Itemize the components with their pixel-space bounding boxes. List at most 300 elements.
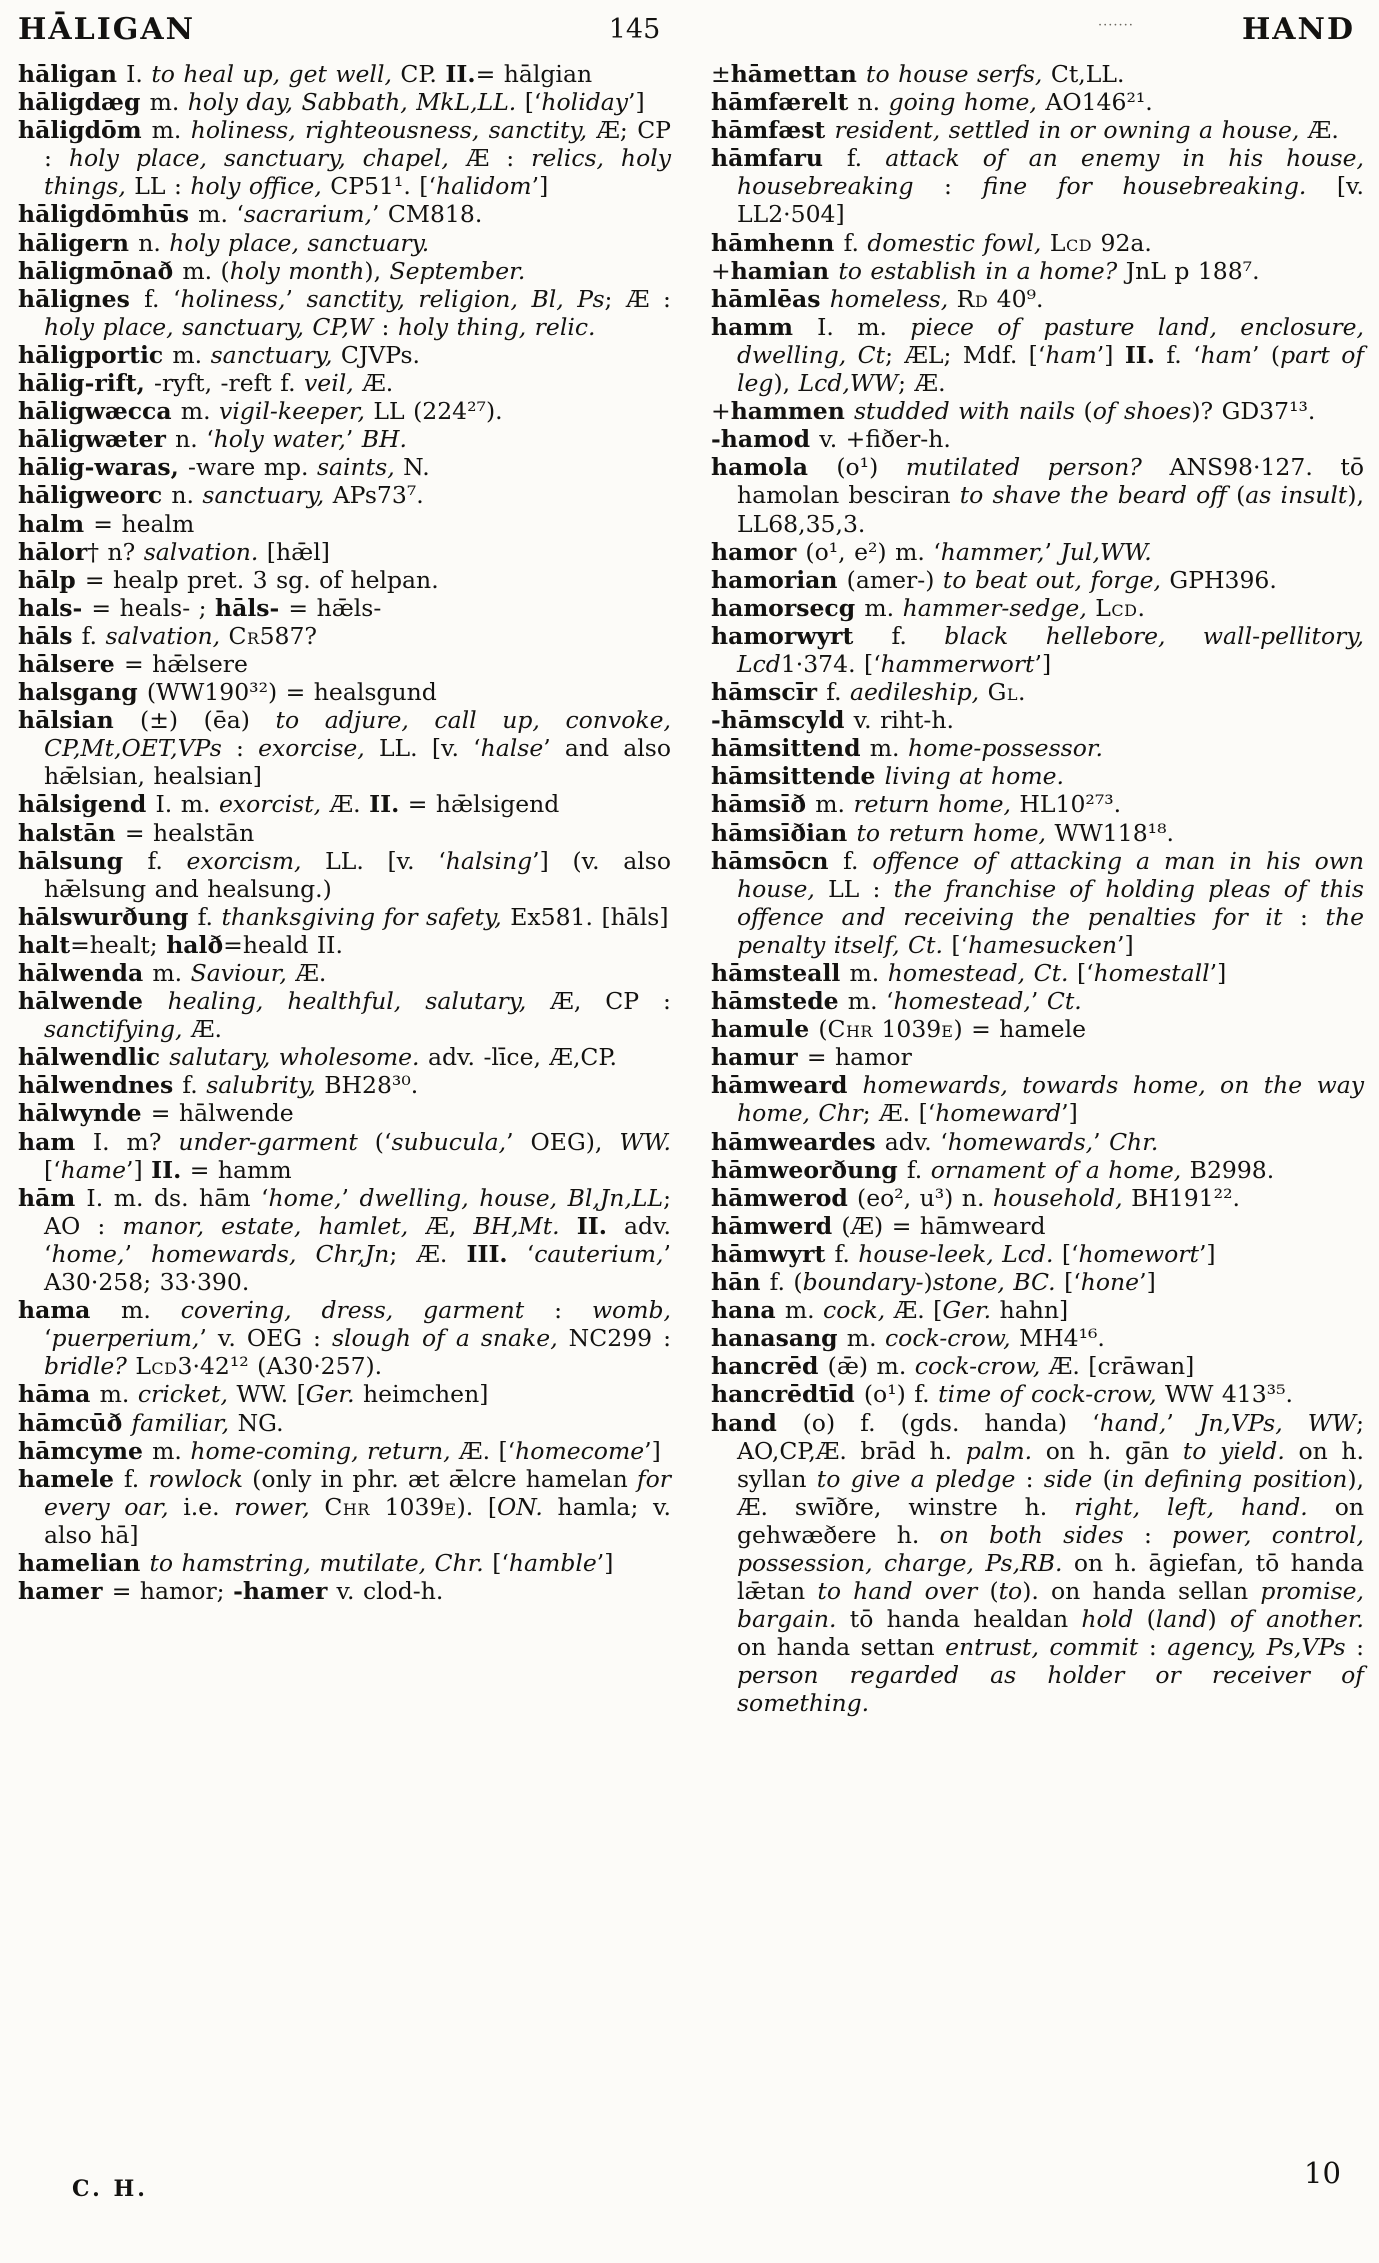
entry-segment: Chr	[827, 1015, 873, 1044]
entry-segment: ’	[124, 1239, 152, 1268]
scan-artifact-dots: ·······	[1098, 18, 1134, 33]
entry-segment: holiness, righteousness, sanctity,	[190, 116, 597, 145]
entry-segment: salvation.	[143, 537, 259, 566]
entry-segment: -ryft, -reft f.	[154, 369, 305, 398]
entry-segment: hāmcūð	[18, 1408, 132, 1437]
entry-segment: BH28³⁰.	[324, 1071, 419, 1100]
entry-segment: ’]	[1198, 1239, 1216, 1268]
entry-segment: living at home.	[884, 762, 1064, 791]
entry-segment: Æ.	[362, 369, 394, 398]
entry-segment: rower,	[234, 1492, 325, 1521]
dictionary-entry	[711, 1184, 1364, 1212]
entry-segment: adv. ‘	[44, 1211, 671, 1268]
entry-segment: = heals- ;	[91, 593, 215, 622]
entry-segment: Ct,LL.	[1050, 60, 1125, 88]
entry-segment: = healm	[93, 509, 195, 538]
entry-segment: m.	[172, 340, 211, 369]
entry-segment: Rd	[956, 284, 989, 313]
entry-segment: :	[1138, 1633, 1168, 1662]
entry-segment: to	[998, 1577, 1023, 1606]
entry-segment: on h. syllan	[737, 1436, 1365, 1493]
entry-segment: Æ.	[1307, 116, 1339, 145]
entry-segment: e	[444, 1492, 457, 1521]
entry-segment: mutilated person?	[905, 453, 1170, 482]
entry-segment: for every oar,	[44, 1464, 671, 1521]
entry-segment: hold	[1081, 1605, 1147, 1634]
entry-segment: hāmsittend	[711, 734, 870, 763]
entry-segment: homewards, towards home, on the way home, Chr	[737, 1071, 1364, 1128]
entry-segment: hame	[60, 1155, 126, 1184]
entry-segment: m.	[99, 1380, 138, 1409]
entry-segment: halð	[166, 930, 224, 959]
entry-segment: saints,	[316, 453, 404, 482]
entry-segment: subucula,	[391, 1127, 507, 1156]
entry-segment: ON.	[497, 1492, 543, 1521]
entry-segment: holiness,	[180, 284, 286, 313]
dictionary-entry	[18, 1184, 671, 1296]
entry-segment: f.	[834, 1239, 859, 1268]
entry-segment: :	[1123, 1520, 1173, 1549]
entry-segment: (only in phr. æt ǣlcre hamelan	[252, 1464, 637, 1493]
entry-segment: [v. LL2·504]	[737, 172, 1364, 229]
entry-segment: exorcise,	[258, 734, 379, 763]
entry-segment: [‘	[483, 1548, 509, 1577]
entry-segment: Æ.	[329, 790, 370, 819]
entry-segment: hamla; v. also hā]	[44, 1492, 671, 1549]
entry-segment: hāmfæst	[711, 116, 835, 145]
entry-segment: thanksgiving for safety,	[221, 902, 511, 931]
entry-segment: -hāmscyld	[711, 706, 854, 735]
entry-segment: homestead, Ct.	[887, 959, 1069, 987]
entry-segment: GPH396.	[1169, 565, 1277, 594]
entry-segment: hamele	[18, 1464, 124, 1493]
entry-segment: hāligdæg	[18, 88, 150, 117]
entry-segment: AO146²¹.	[1045, 88, 1153, 117]
entry-segment: hāmsīðian	[711, 818, 857, 847]
entry-segment: womb,	[591, 1296, 671, 1325]
dictionary-entry	[711, 1156, 1364, 1184]
entry-segment: = healstān	[124, 818, 255, 847]
entry-segment: Æ,	[425, 1211, 474, 1240]
entry-segment: home-coming, return,	[190, 1436, 460, 1465]
dictionary-entry	[18, 425, 671, 453]
entry-segment: :	[1282, 902, 1326, 931]
entry-segment: home,	[268, 1183, 342, 1212]
entry-segment: m.	[180, 397, 220, 426]
entry-segment: sanctuary,	[210, 340, 341, 369]
entry-segment: WW.	[619, 1127, 671, 1156]
dictionary-entry	[18, 1128, 671, 1184]
entry-segment: f.	[906, 1155, 931, 1184]
entry-segment: )? GD37¹³.	[1191, 397, 1316, 426]
entry-segment: hamorsecg	[711, 593, 865, 622]
dictionary-entry	[18, 847, 671, 903]
entry-segment: rowlock	[148, 1464, 253, 1493]
dictionary-entry	[711, 538, 1364, 566]
entry-segment: hammer-sedge,	[902, 593, 1096, 622]
entry-segment: hāligan	[18, 60, 127, 88]
entry-segment: in defining position	[1111, 1464, 1348, 1493]
entry-segment: [‘	[942, 930, 969, 959]
entry-segment: palm.	[965, 1436, 1033, 1465]
entry-segment: B2998.	[1189, 1155, 1275, 1184]
entry-segment: Ct.	[1046, 987, 1082, 1016]
entry-segment: hālig-rift,	[18, 369, 154, 398]
entry-segment: II.	[369, 790, 400, 819]
entry-segment: relics, holy things,	[44, 144, 672, 201]
page-number: 145	[608, 14, 661, 45]
dictionary-entry	[711, 594, 1364, 622]
entry-segment: holy thing, relic.	[397, 312, 596, 341]
entry-segment: 40⁹.	[988, 284, 1044, 313]
entry-segment: Chr	[324, 1492, 370, 1521]
dictionary-entry	[711, 790, 1364, 818]
dictionary-entry	[18, 959, 671, 987]
dictionary-entry	[711, 1324, 1364, 1352]
entry-segment: hālig-waras,	[18, 453, 189, 482]
entry-segment: f. ‘	[1154, 340, 1201, 369]
entry-segment: hāmcyme	[18, 1436, 153, 1465]
entry-segment: cock-crow,	[885, 1324, 1020, 1353]
entry-segment: manor, estate, hamlet,	[122, 1211, 426, 1240]
entry-segment: [hǣl]	[258, 537, 330, 566]
entry-segment: II.	[576, 1211, 607, 1240]
entry-segment: halsing	[445, 846, 533, 875]
entry-segment: adv. ‘	[884, 1127, 948, 1156]
entry-segment: hāmsteall	[711, 959, 850, 987]
entry-segment: aedileship,	[850, 678, 988, 707]
entry-segment: HL10²⁷³.	[1019, 790, 1122, 819]
dictionary-entry	[711, 1352, 1364, 1380]
entry-segment: to give a pledge	[816, 1464, 1016, 1493]
entry-segment: Gl	[987, 678, 1019, 707]
entry-segment: homecome	[515, 1436, 645, 1465]
entry-segment: sanctity, religion, Bl, Ps	[306, 284, 605, 313]
entry-segment: ’	[285, 284, 307, 313]
entry-segment: exorcist,	[218, 790, 330, 819]
entry-segment: JnL p 188⁷.	[1125, 256, 1260, 285]
dictionary-entry	[18, 1549, 671, 1577]
entry-segment: hamor	[711, 537, 806, 566]
dictionary-entry	[711, 1409, 1364, 1718]
entry-segment: to yield.	[1182, 1436, 1285, 1465]
entry-segment: (o¹, e²) m. ‘	[805, 537, 941, 566]
entry-segment: m.	[149, 88, 188, 117]
entry-segment: Æ, CP :	[550, 987, 671, 1016]
entry-segment: f.	[123, 1464, 149, 1493]
entry-segment: right, left, hand.	[1074, 1492, 1308, 1521]
entry-segment: hān	[711, 1268, 770, 1297]
dictionary-entry	[18, 285, 671, 341]
entry-segment: N.	[403, 453, 430, 482]
entry-segment: ’]	[1096, 340, 1125, 369]
entry-segment: tō handa healdan	[836, 1605, 1082, 1634]
entry-segment: ’]	[1061, 1099, 1078, 1128]
dictionary-entry	[18, 678, 671, 706]
entry-segment: Saviour,	[190, 959, 296, 987]
entry-segment: hālsere	[18, 649, 124, 678]
entry-segment: m.	[151, 116, 191, 145]
entry-segment: hāmettan	[730, 60, 867, 88]
entry-segment: I. m?	[92, 1127, 179, 1156]
entry-segment: ), LL68,35,3.	[737, 481, 1364, 538]
entry-segment: hāligportic	[18, 340, 173, 369]
entry-segment: -ware mp.	[188, 453, 317, 482]
entry-segment: [‘	[1068, 959, 1094, 987]
entry-segment: ’ v. OEG :	[199, 1324, 332, 1353]
dictionary-entry	[711, 453, 1364, 537]
entry-segment: bridle?	[44, 1352, 136, 1381]
entry-segment: heimchen]	[354, 1380, 489, 1409]
entry-segment: ham	[1045, 340, 1097, 369]
entry-segment: 587?	[259, 621, 318, 650]
entry-segment: Æ :	[465, 144, 532, 173]
entry-segment: ) = hamele	[953, 1015, 1087, 1044]
entry-segment: ’] (v. also hǣlsung and healsung.)	[44, 846, 671, 903]
entry-segment: ’ A30·258; 33·390.	[44, 1239, 671, 1297]
entry-segment: = hǣlsigend	[399, 790, 560, 819]
entry-segment: Lcd,WW	[798, 369, 899, 398]
entry-segment: n.	[138, 228, 170, 257]
entry-segment: NG.	[237, 1408, 284, 1437]
entry-segment: veil,	[304, 369, 363, 398]
entry-segment: time of cock-crow,	[938, 1380, 1166, 1409]
entry-segment: of another.	[1229, 1605, 1364, 1634]
entry-segment: ; Æ :	[604, 284, 671, 313]
entry-segment: hālwynde	[18, 1099, 151, 1128]
entry-segment: = hālwende	[150, 1099, 294, 1128]
entry-segment: cock-crow,	[914, 1352, 1049, 1381]
entry-segment: Æ; CP :	[44, 116, 671, 173]
entry-segment: .	[1137, 593, 1145, 622]
entry-segment: halt	[18, 930, 71, 959]
entry-segment: m.	[846, 1324, 886, 1353]
entry-segment: on both sides	[939, 1520, 1124, 1549]
entry-segment: holy month	[229, 256, 365, 285]
signature-mark: C. H.	[72, 2176, 148, 2202]
entry-segment: halse	[480, 734, 544, 763]
entry-segment: homestall	[1093, 959, 1210, 987]
entry-segment: Lcd	[737, 649, 781, 678]
dictionary-entry	[18, 257, 671, 285]
entry-segment: (‘	[374, 1127, 392, 1156]
entry-segment: [‘	[44, 1155, 61, 1184]
entry-segment: (	[1146, 1605, 1156, 1634]
entry-segment: :	[524, 1296, 592, 1325]
dictionary-entry	[711, 229, 1364, 257]
entry-segment: ’]	[644, 1436, 661, 1465]
entry-segment: holy water,	[213, 425, 346, 454]
entry-segment: ’	[1044, 537, 1061, 566]
dictionary-entry	[18, 819, 671, 847]
entry-segment: ). [	[456, 1492, 498, 1521]
entry-segment: slough of a snake,	[331, 1324, 569, 1353]
entry-segment: ’]	[628, 88, 645, 117]
dictionary-entry	[711, 1043, 1364, 1071]
dictionary-entry	[18, 1099, 671, 1127]
entry-segment	[560, 1212, 577, 1240]
entry-segment: f.	[147, 846, 187, 875]
entry-segment: ANS98·127. tō hamolan besciran	[737, 453, 1364, 510]
dictionary-entry	[18, 369, 671, 397]
dictionary-entry	[18, 1465, 671, 1549]
entry-segment: ±	[711, 60, 731, 88]
entry-segment: ’ (	[1252, 340, 1281, 369]
entry-segment: Ex581. [hāls]	[510, 902, 669, 931]
entry-segment: ’]	[1117, 930, 1134, 959]
dictionary-entry	[18, 229, 671, 257]
entry-segment: = hǣls-	[288, 593, 382, 622]
entry-segment: offence of attacking a man in his own house,	[737, 846, 1364, 903]
entry-segment: hamesucken	[968, 930, 1118, 959]
entry-segment: hāma	[18, 1380, 100, 1409]
entry-segment: going home,	[888, 88, 1046, 117]
entry-segment: I. m.	[155, 790, 219, 819]
entry-segment: hammer,	[940, 537, 1045, 566]
entry-segment: holy place, sanctuary, CP,W	[44, 312, 374, 341]
entry-segment: holy office,	[190, 172, 331, 201]
entry-segment: to hamstring, mutilate, Chr.	[149, 1548, 484, 1577]
dictionary-entry	[711, 678, 1364, 706]
entry-segment: LL. [v. ‘	[325, 846, 446, 875]
entry-segment: hāmhenn	[711, 228, 844, 257]
dictionary-entry	[18, 622, 671, 650]
entry-segment: WW 413³⁵.	[1165, 1380, 1293, 1409]
entry-segment: ’]	[1209, 959, 1227, 987]
dictionary-entry	[711, 144, 1364, 228]
dictionary-entry	[711, 762, 1364, 790]
entry-segment: Æ. [crāwan]	[1048, 1352, 1195, 1381]
entry-segment: to house serfs,	[866, 60, 1051, 88]
entry-segment: .	[1018, 678, 1026, 707]
header-left-word: HĀLIGAN	[18, 12, 196, 47]
dictionary-entry	[711, 313, 1364, 397]
entry-segment: = hamm	[181, 1155, 292, 1184]
entry-segment: homestead,	[893, 987, 1031, 1016]
dictionary-entry	[18, 60, 671, 88]
entry-segment: =healt;	[70, 930, 167, 959]
entry-segment: f.	[843, 846, 873, 875]
entry-segment: ’ OEG),	[506, 1127, 620, 1156]
entry-segment: hālsian	[18, 706, 141, 735]
entry-segment: m. ‘	[847, 987, 894, 1016]
entry-segment: to beat out, forge,	[942, 565, 1170, 594]
entry-segment: MH4¹⁶.	[1019, 1324, 1105, 1353]
entry-segment: hāligwæcca	[18, 397, 181, 426]
entry-segment: attack of an enemy in his house, housebreaking	[737, 144, 1364, 201]
entry-segment: m. (	[182, 256, 230, 285]
dictionary-entry	[18, 116, 671, 200]
entry-segment: ; Æ.	[389, 1239, 467, 1268]
entry-segment: n. ‘	[175, 425, 214, 454]
dictionary-entry	[711, 1071, 1364, 1127]
entry-segment: piece of pasture land, enclosure, dwelling, Ct	[737, 312, 1364, 369]
entry-segment: 1·374. [‘	[780, 649, 881, 678]
entry-segment: LL :	[134, 172, 191, 201]
dictionary-entry	[711, 425, 1364, 453]
dictionary-entry	[711, 1296, 1364, 1324]
dictionary-entry	[18, 650, 671, 678]
entry-segment: ’]	[125, 1155, 152, 1184]
entry-segment: home-possessor.	[907, 734, 1103, 763]
entry-segment: side	[1043, 1464, 1103, 1493]
entry-segment: to establish in a home?	[838, 256, 1126, 285]
dictionary-entry	[18, 931, 671, 959]
entry-segment: m.	[869, 734, 908, 763]
entry-segment: hamule	[711, 1015, 819, 1044]
entry-segment: homewards, Chr,Jn	[151, 1239, 390, 1268]
entry-segment: Jul,WW.	[1060, 537, 1152, 566]
gathering-number: 10	[1304, 2156, 1341, 2190]
dictionary-entry	[711, 285, 1364, 313]
entry-segment: m.	[784, 1296, 824, 1325]
dictionary-entry	[18, 987, 671, 1043]
entry-segment: f.	[843, 228, 868, 257]
entry-segment: ‘	[507, 1239, 535, 1268]
entry-segment: hāmlēas	[711, 284, 830, 313]
dictionary-entry	[18, 903, 671, 931]
entry-segment: Cr	[228, 621, 260, 650]
entry-segment: person regarded as holder or receiver of something.	[737, 1661, 1364, 1718]
entry-segment: on handa settan	[737, 1633, 946, 1662]
entry-segment: ’]	[531, 172, 549, 201]
entry-segment: ornament of a home,	[930, 1155, 1190, 1184]
header-right-word: HAND	[1241, 12, 1355, 47]
dictionary-entry	[18, 453, 671, 481]
entry-segment: house-leek, Lcd.	[858, 1239, 1054, 1268]
entry-segment: covering, dress, garment	[180, 1296, 525, 1325]
entry-segment: hamian	[730, 256, 839, 285]
entry-segment: ; Æ.	[898, 369, 946, 398]
entry-segment: hāmwyrt	[711, 1239, 835, 1268]
entry-segment: ; AO,CP,Æ. brād h.	[737, 1408, 1364, 1465]
dictionary-entry	[711, 819, 1364, 847]
entry-segment: f.	[846, 144, 886, 173]
entry-segment: hahn]	[991, 1296, 1069, 1325]
entry-segment: hālwendnes	[18, 1071, 183, 1100]
entry-segment: :	[1345, 1633, 1364, 1662]
entry-segment: homeward	[935, 1099, 1062, 1128]
entry-segment: ’]	[1139, 1268, 1156, 1297]
entry-segment: homewards,	[947, 1127, 1094, 1156]
entry-segment: m.	[815, 790, 854, 819]
entry-segment: WW118¹⁸.	[1054, 818, 1174, 847]
entry-segment: v. clod-h.	[336, 1577, 444, 1606]
entry-segment: hāligwæter	[18, 425, 176, 454]
entry-segment: :	[913, 172, 983, 201]
dictionary-entry	[711, 706, 1364, 734]
dictionary-entry	[18, 538, 671, 566]
entry-segment: to heal up, get well,	[151, 60, 401, 88]
entry-segment: hamer	[18, 1577, 112, 1606]
entry-segment: vigil-keeper,	[219, 397, 374, 426]
entry-segment: hāmweorðung	[711, 1155, 907, 1184]
dictionary-entry	[711, 566, 1364, 594]
entry-segment: halm	[18, 509, 94, 538]
entry-segment: hancrēd	[711, 1352, 828, 1381]
entry-segment: m.	[152, 959, 191, 987]
entry-segment: (	[989, 1577, 999, 1606]
entry-segment: ’	[1030, 987, 1047, 1016]
entry-segment: hāligmōnað	[18, 256, 183, 285]
entry-segment: power, control, possession, charge, Ps,RB.	[737, 1520, 1364, 1577]
entry-segment: stone, BC.	[932, 1268, 1056, 1297]
dictionary-entry	[18, 200, 671, 228]
dictionary-entry	[18, 88, 671, 116]
entry-segment: land	[1155, 1605, 1208, 1634]
entry-segment: to shave the beard off	[959, 481, 1237, 510]
entry-segment: return home,	[853, 790, 1020, 819]
